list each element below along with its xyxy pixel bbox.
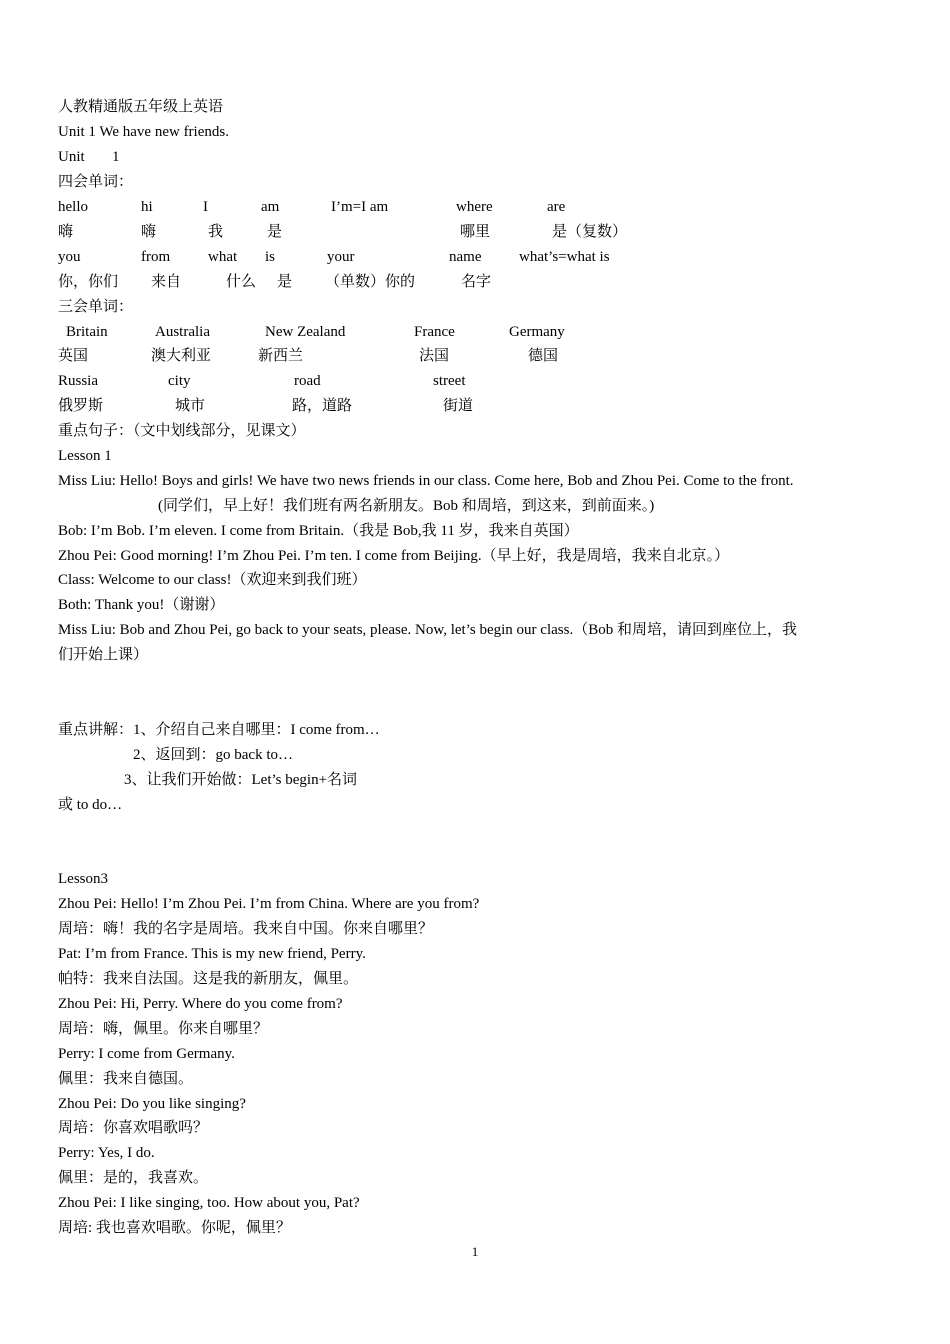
key-sentences-label: 重点句子：（文中划线部分，见课文）	[58, 423, 306, 439]
vocab4-row1-en	[0, 197, 950, 217]
vocab-word: Germany	[509, 324, 565, 340]
key-point: 3、让我们开始做：Let’s begin+名词	[124, 772, 358, 788]
vocab-word: what	[208, 249, 238, 265]
document-title: 人教精通版五年级上英语	[58, 99, 224, 115]
vocab-word: hi	[141, 199, 153, 215]
unit-title: Unit 1 We have new friends.	[58, 124, 229, 140]
vocab-meaning: 澳大利亚	[151, 348, 212, 364]
lesson3-line: 帕特：我来自法国。这是我的新朋友，佩里。	[58, 971, 359, 987]
lesson3-line: 周培: 我也喜欢唱歌。你呢，佩里？	[58, 1220, 291, 1236]
vocab-meaning: 俄罗斯	[58, 398, 104, 414]
vocab4-row2-zh	[0, 272, 950, 292]
lesson1-line: Both: Thank you!（谢谢）	[58, 597, 225, 613]
vocab-word: your	[327, 249, 355, 265]
vocab-meaning: （单数）你的	[325, 274, 416, 290]
vocab-meaning: 城市	[175, 398, 206, 414]
lesson1-line: Zhou Pei: Good morning! I’m Zhou Pei. I’m ten. I come from Beijing.（早上好，我是周培，我来自北京。）	[58, 548, 730, 564]
vocab-word: from	[141, 249, 171, 265]
vocab-meaning: 什么	[226, 274, 257, 290]
vocab-meaning: 是（复数）	[552, 224, 628, 240]
vocab-meaning: 你，你们	[58, 274, 119, 290]
key-point-cont: 或 to do…	[58, 797, 123, 813]
lesson3-line: 周培：嗨！我的名字是周培。我来自中国。你来自哪里？	[58, 921, 434, 937]
lesson3-line: Zhou Pei: I like singing, too. How about you, Pat?	[58, 1195, 360, 1211]
vocab-word: am	[261, 199, 280, 215]
vocab-meaning: 哪里	[460, 224, 491, 240]
vocab-meaning: 路，道路	[292, 398, 353, 414]
vocab-meaning: 是	[277, 274, 293, 290]
vocab-meaning: 是	[267, 224, 283, 240]
vocab-word: Britain	[66, 324, 108, 340]
lesson1-translation: (同学们，早上好！我们班有两名新朋友。Bob 和周培，到这来，到前面来。)	[158, 498, 655, 514]
lesson3-line: 周培：嗨，佩里。你来自哪里？	[58, 1021, 269, 1037]
vocab-meaning: 德国	[528, 348, 559, 364]
vocab-word: where	[456, 199, 493, 215]
vocab-meaning: 嗨	[58, 224, 74, 240]
key-point: 2、返回到：go back to…	[133, 747, 293, 763]
lesson1-line: Class: Welcome to our class!（欢迎来到我们班）	[58, 572, 367, 588]
vocab-word: city	[168, 373, 191, 389]
lesson3-line: 周培：你喜欢唱歌吗？	[58, 1120, 209, 1136]
vocab3-row1-en	[0, 322, 950, 342]
lesson3-line: Perry: I come from Germany.	[58, 1046, 235, 1062]
vocab-meaning: 名字	[461, 274, 492, 290]
vocab-word: is	[265, 249, 276, 265]
vocab-meaning: 我	[208, 224, 224, 240]
lesson3-line: Zhou Pei: Hi, Perry. Where do you come from?	[58, 996, 343, 1012]
vocab-word: I	[203, 199, 208, 215]
unit-number: 1	[112, 149, 120, 165]
unit-heading	[0, 147, 950, 167]
vocab-meaning: 来自	[151, 274, 182, 290]
vocab-word: name	[449, 249, 482, 265]
vocab-word: what’s=what is	[519, 249, 610, 265]
lesson3-line: 佩里：是的，我喜欢。	[58, 1170, 209, 1186]
vocab-word: I’m=I am	[331, 199, 389, 215]
vocab-meaning: 街道	[443, 398, 474, 414]
lesson1-title: Lesson 1	[58, 448, 112, 464]
lesson3-line: Zhou Pei: Hello! I’m Zhou Pei. I’m from China. Where are you from?	[58, 896, 480, 912]
vocab-meaning: 英国	[58, 348, 89, 364]
vocab4-row1-zh	[0, 222, 950, 242]
vocab-word: New Zealand	[265, 324, 346, 340]
lesson3-line: Zhou Pei: Do you like singing?	[58, 1096, 246, 1112]
lesson3-line: Perry: Yes, I do.	[58, 1145, 155, 1161]
page-number: 1	[471, 1244, 479, 1259]
vocab-meaning: 法国	[419, 348, 450, 364]
vocab-word: you	[58, 249, 81, 265]
vocab-word: France	[414, 324, 455, 340]
vocab-meaning: 嗨	[141, 224, 157, 240]
vocab3-row2-zh	[0, 396, 950, 416]
key-point: 重点讲解：1、介绍自己来自哪里：I come from…	[58, 722, 380, 738]
lesson1-line-cont: 们开始上课）	[58, 647, 149, 663]
four-words-label: 四会单词：	[58, 174, 134, 190]
vocab3-row2-en	[0, 371, 950, 391]
vocab4-row2-en	[0, 247, 950, 267]
unit-word: Unit	[58, 149, 85, 165]
vocab-meaning: 新西兰	[258, 348, 304, 364]
vocab-word: Australia	[155, 324, 210, 340]
lesson3-title: Lesson3	[58, 871, 108, 887]
vocab-word: Russia	[58, 373, 99, 389]
vocab3-row1-zh	[0, 346, 950, 366]
lesson1-line: Bob: I’m Bob. I’m eleven. I come from Britain.（我是 Bob,我 11 岁，我来自英国）	[58, 523, 579, 539]
vocab-word: road	[294, 373, 321, 389]
vocab-word: hello	[58, 199, 88, 215]
lesson3-line: Pat: I’m from France. This is my new friend, Perry.	[58, 946, 366, 962]
three-words-label: 三会单词：	[58, 299, 134, 315]
vocab-word: street	[433, 373, 466, 389]
lesson1-line: Miss Liu: Hello! Boys and girls! We have two news friends in our class. Come here, Bob and Zhou Pei. Come to the front.	[58, 473, 794, 489]
lesson3-line: 佩里：我来自德国。	[58, 1071, 194, 1087]
lesson1-line: Miss Liu: Bob and Zhou Pei, go back to your seats, please. Now, let’s begin our class.（Bob 和周培，请回到座位上，我	[58, 622, 797, 638]
vocab-word: are	[547, 199, 566, 215]
